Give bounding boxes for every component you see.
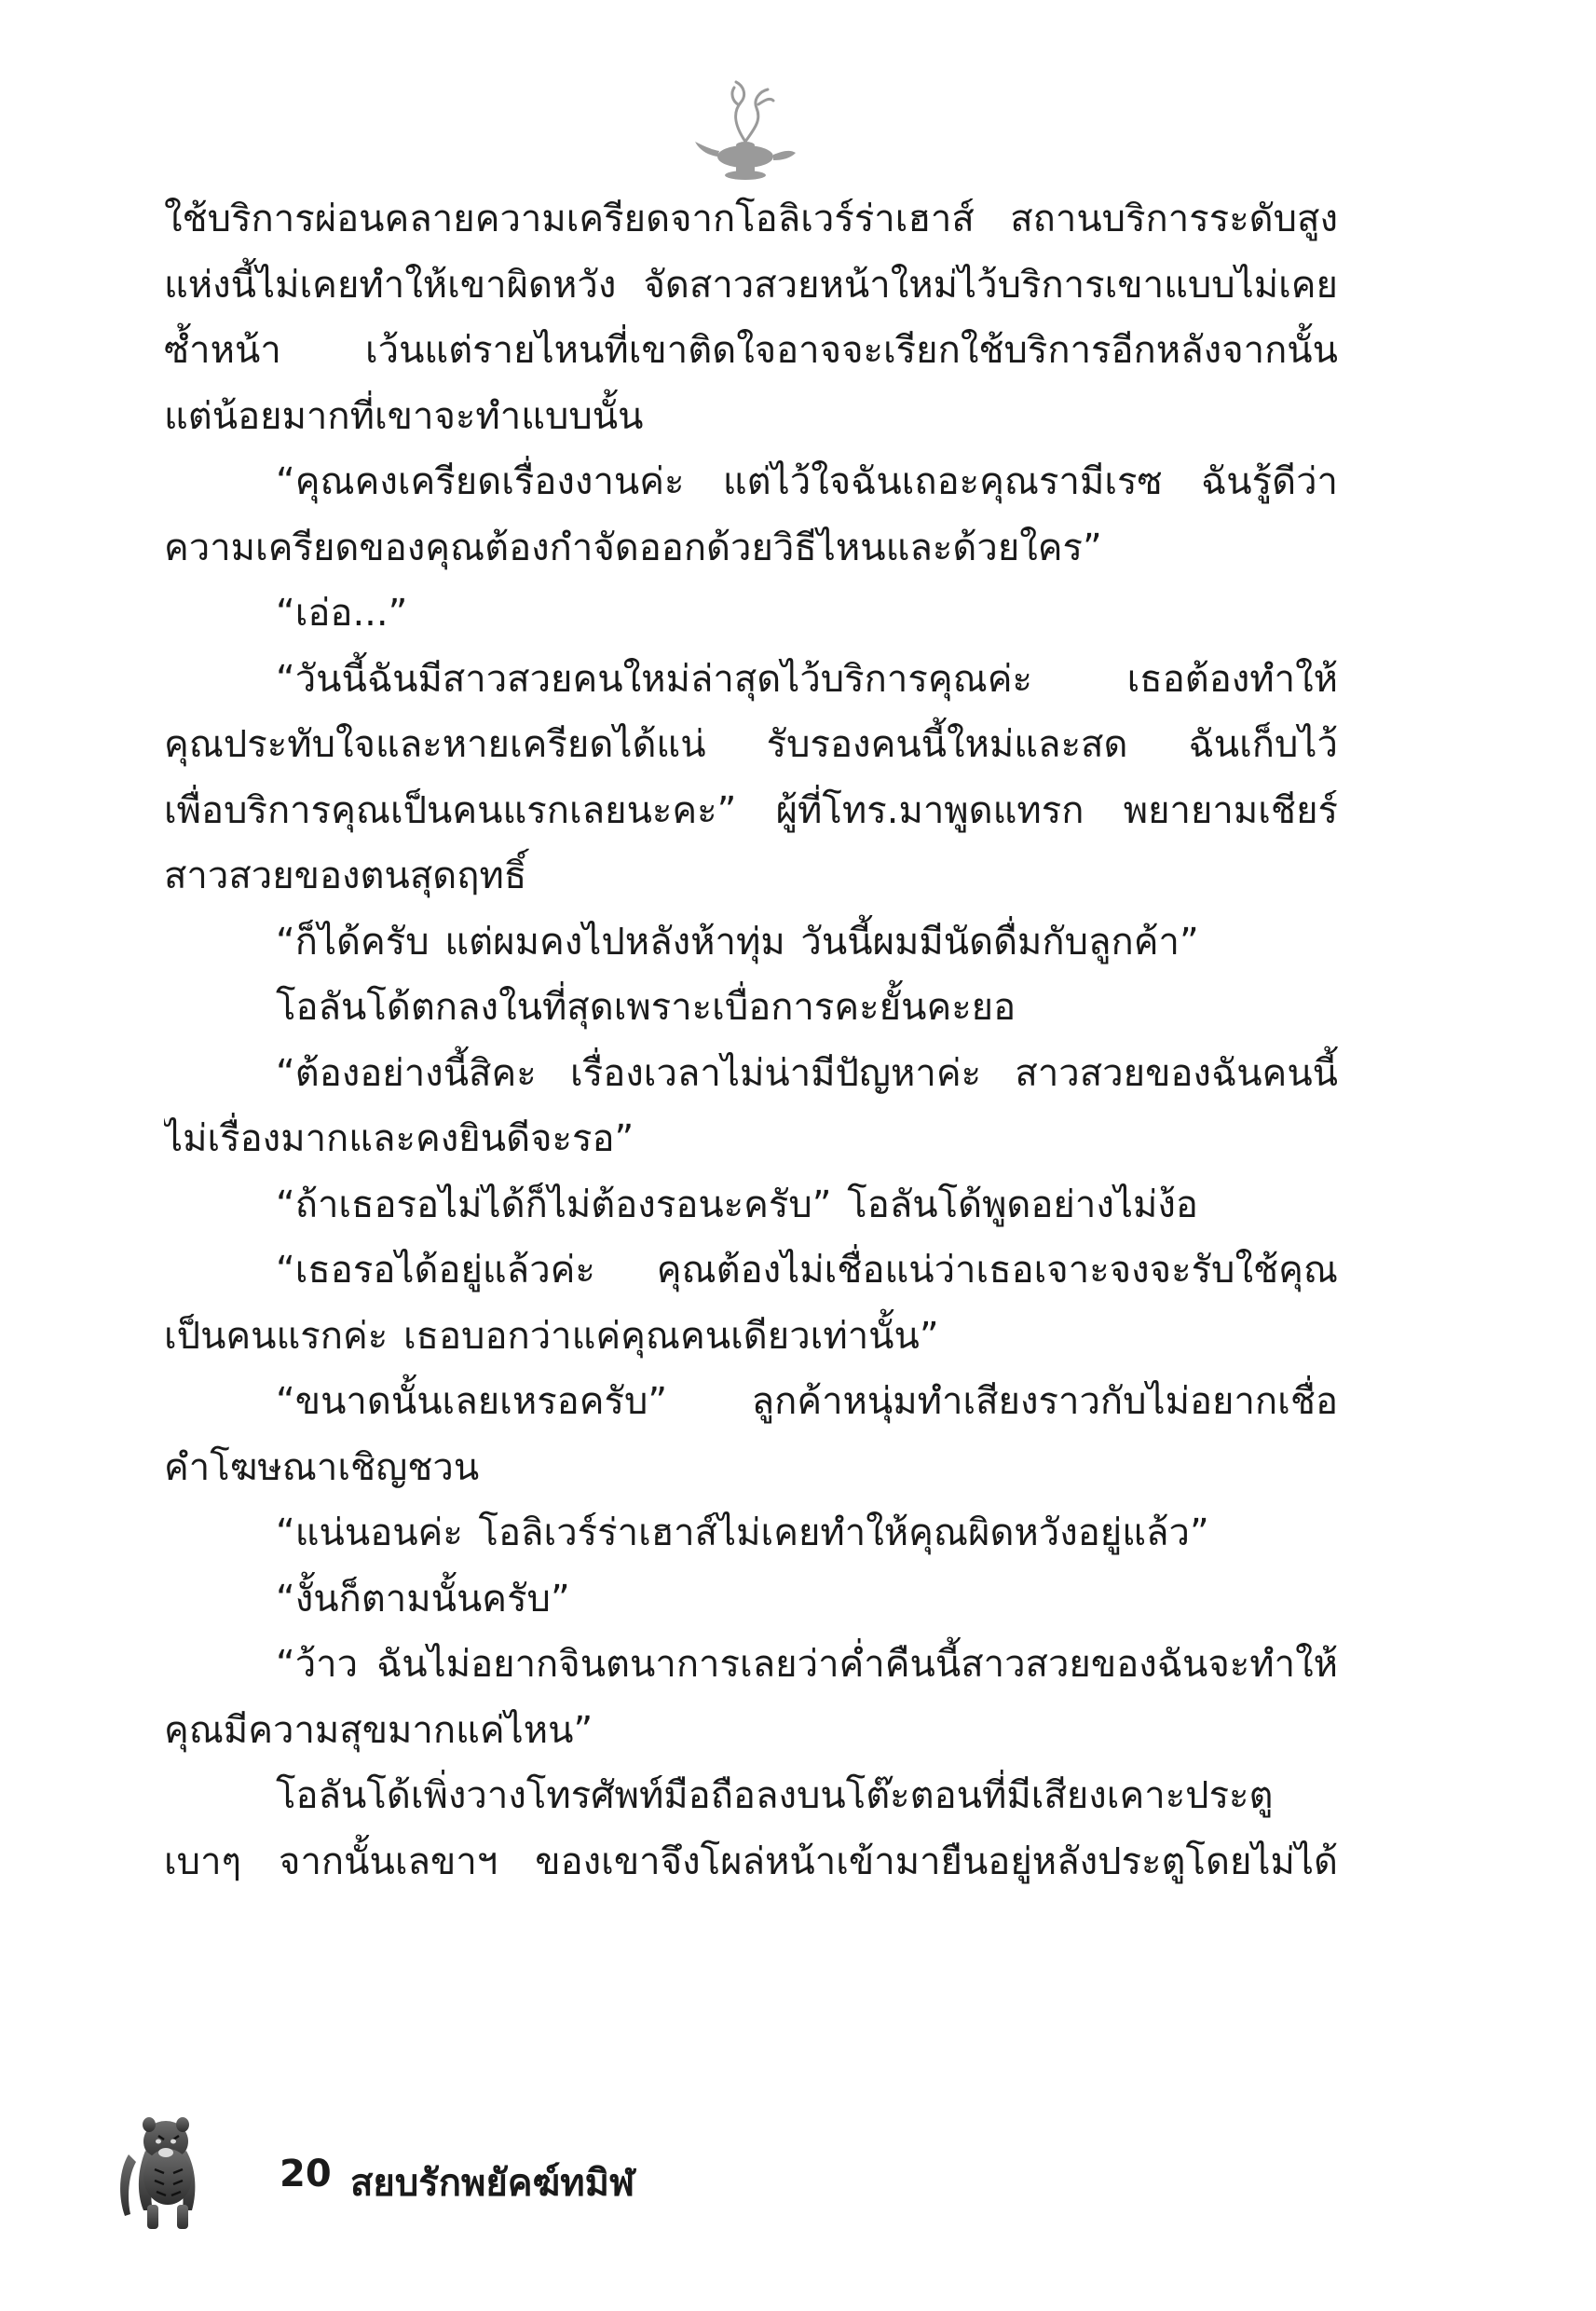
book-title: สยบรักพยัคฆ์ทมิฬ [350, 2162, 635, 2205]
text-line: ความเครียดของคุณต้องกำจัดออกด้วยวิธีไหนและด้วยใคร” [164, 526, 1102, 569]
text-line: เป็นคนแรกค่ะ เธอบอกว่าแค่คุณคนเดียวเท่านั้น” [164, 1314, 939, 1358]
text-line: สาวสวยของตนสุดฤทธิ์ [164, 855, 527, 897]
body-text [164, 186, 1338, 1894]
page-number: 20 [280, 2153, 332, 2195]
text-line: “งั้นก็ตามนั้นครับ” [276, 1577, 570, 1620]
tiger-icon [112, 2113, 214, 2235]
text-line: “ถ้าเธอรอไม่ได้ก็ไม่ต้องรอนะครับ” โอลันโด้พูดอย่างไม่ง้อ [276, 1183, 1198, 1226]
text-line: แต่น้อยมากที่เขาจะทำแบบนั้น [164, 394, 644, 438]
text-line: ซ้ำหน้า เว้นแต่รายไหนที่เขาติดใจอาจจะเรียกใช้บริการอีกหลังจากนั้น [164, 329, 1338, 372]
text-line: โอลันโด้ตกลงในที่สุดเพราะเบื่อการคะยั้นคะยอ [276, 986, 1016, 1029]
text-line: คุณมีความสุขมากแค่ไหน” [164, 1708, 593, 1752]
text-line: ใช้บริการผ่อนคลายความเครียดจากโอลิเวร์ร่าเฮาส์ สถานบริการระดับสูง [164, 198, 1338, 240]
text-line: “ก็ได้ครับ แต่ผมคงไปหลังห้าทุ่ม วันนี้ผมมีนัดดื่มกับลูกค้า” [276, 920, 1199, 964]
text-line: แห่งนี้ไม่เคยทำให้เขาผิดหวัง จัดสาวสวยหน้าใหม่ไว้บริการเขาแบบไม่เคย [164, 263, 1338, 307]
text-line: เบาๆ จากนั้นเลขาฯ ของเขาจึงโผล่หน้าเข้ามายืนอยู่หลังประตูโดยไม่ได้ [164, 1839, 1338, 1883]
text-line: โอลันโด้เพิ่งวางโทรศัพท์มือถือลงบนโต๊ะตอนที่มีเสียงเคาะประตู [276, 1774, 1274, 1817]
text-line: “เธอรอได้อยู่แล้วค่ะ คุณต้องไม่เชื่อแน่ว่าเธอเจาะจงจะรับใช้คุณ [276, 1249, 1338, 1292]
text-line: “ขนาดนั้นเลยเหรอครับ” ลูกค้าหนุ่มทำเสียงราวกับไม่อยากเชื่อ [276, 1380, 1338, 1423]
text-line: คำโฆษณาเชิญชวน [164, 1445, 480, 1489]
text-line: “วันนี้ฉันมีสาวสวยคนใหม่ล่าสุดไว้บริการคุณค่ะ เธอต้องทำให้ [276, 657, 1338, 701]
text-line: “คุณคงเครียดเรื่องงานค่ะ แต่ไว้ใจฉันเถอะคุณรามีเรซ ฉันรู้ดีว่า [276, 460, 1338, 503]
text-line: ไม่เรื่องมากและคงยินดีจะรอ” [164, 1117, 634, 1160]
text-line: “เอ่อ...” [276, 592, 408, 635]
text-line: เพื่อบริการคุณเป็นคนแรกเลยนะคะ” ผู้ที่โทร.มาพูดแทรก พยายามเชียร์ [164, 788, 1338, 832]
genie-lamp-icon [689, 76, 801, 184]
text-line: “ว้าว ฉันไม่อยากจินตนาการเลยว่าค่ำคืนนี้สาวสวยของฉันจะทำให้ [276, 1643, 1338, 1686]
text-line: “ต้องอย่างนี้สิคะ เรื่องเวลาไม่น่ามีปัญหาค่ะ สาวสวยของฉันคนนี้ [276, 1051, 1338, 1095]
page-footer [112, 2113, 764, 2235]
text-line: “แน่นอนค่ะ โอลิเวร์ร่าเฮาส์ไม่เคยทำให้คุณผิดหวังอยู่แล้ว” [276, 1511, 1209, 1554]
text-line: คุณประทับใจและหายเครียดได้แน่ รับรองคนนี้ใหม่และสด ฉันเก็บไว้ [164, 723, 1338, 766]
